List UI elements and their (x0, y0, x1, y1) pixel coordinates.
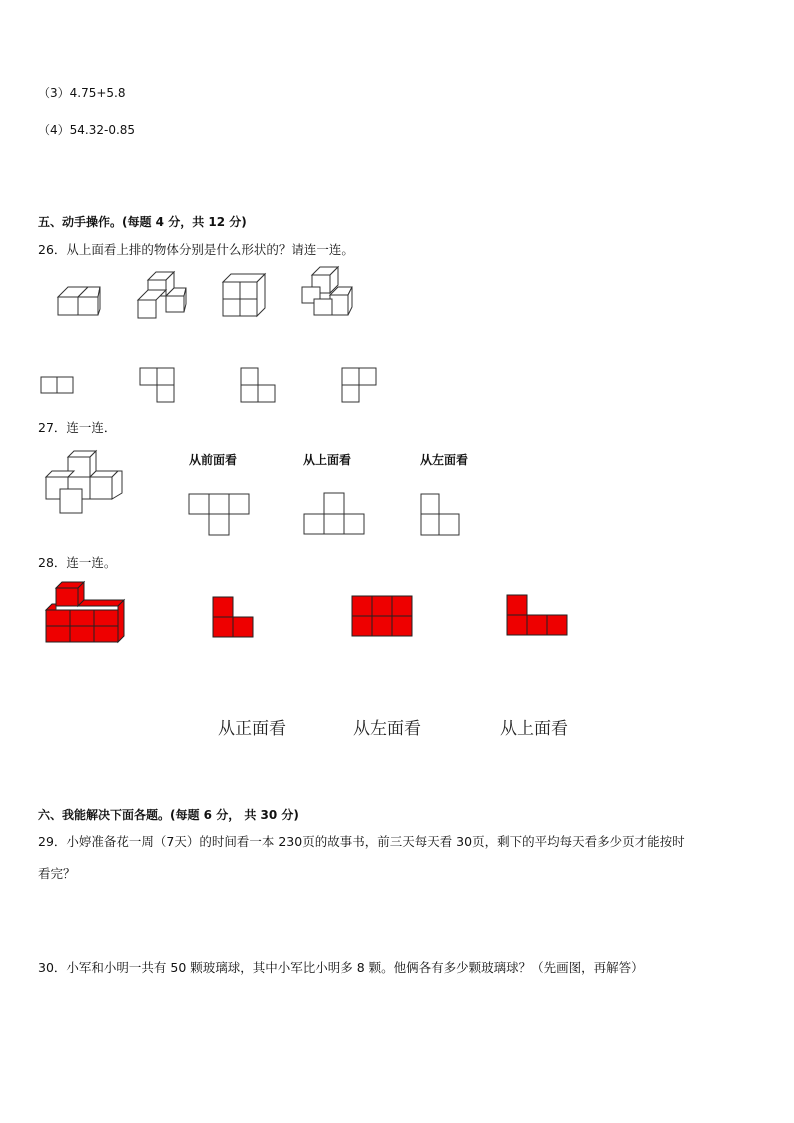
q27-label-front: 从前面看 (189, 453, 238, 467)
q27-view-shape-2 (303, 492, 367, 536)
q28-label-left: 从左面看 (353, 719, 421, 739)
section-six-heading: 六、我能解决下面各题。(每题 6 分， 共 30 分) (38, 808, 299, 822)
q28-view-shape-2 (351, 595, 413, 637)
q26-top-view-1 (40, 376, 76, 394)
q26-figure-2 (136, 268, 188, 320)
q26-figure-4 (300, 265, 354, 319)
calc-item-4: （4）54.32-0.85 (38, 123, 136, 137)
q26-figure-3 (221, 272, 267, 318)
calc-item-3: （3）4.75+5.8 (38, 86, 126, 100)
q28-view-shape-1 (212, 596, 256, 638)
q26-figure-1 (56, 281, 102, 317)
q27-view-shape-1 (188, 493, 252, 537)
question-29-line-1: 29．小婷准备花一周（7天）的时间看一本 230页的故事书，前三天每天看 30页，剩下的平均每天看多少页才能按时 (38, 834, 685, 849)
q28-view-shape-3 (506, 594, 570, 636)
q27-label-top: 从上面看 (303, 453, 352, 467)
q27-view-shape-3 (419, 493, 463, 537)
question-28: 28．连一连。 (38, 555, 117, 570)
q26-top-view-2 (138, 366, 176, 404)
question-27: 27．连一连． (38, 420, 117, 435)
q28-label-top: 从上面看 (500, 719, 568, 739)
question-30: 30．小军和小明一共有 50 颗玻璃球，其中小军比小明多 8 颗。他俩各有多少颗玻璃球？（先画图，再解答） (38, 960, 644, 975)
q26-top-view-3 (239, 366, 277, 404)
q28-red-solid (44, 582, 128, 646)
q26-top-view-4 (340, 366, 378, 404)
q27-solid-figure (42, 449, 132, 519)
q27-label-left: 从左面看 (420, 453, 469, 467)
section-five-heading: 五、动手操作。(每题 4 分，共 12 分) (38, 215, 247, 229)
q28-label-front: 从正面看 (218, 719, 286, 739)
question-26: 26．从上面看上排的物体分别是什么形状的？请连一连。 (38, 242, 354, 257)
question-29-line-2: 看完？ (38, 866, 76, 881)
